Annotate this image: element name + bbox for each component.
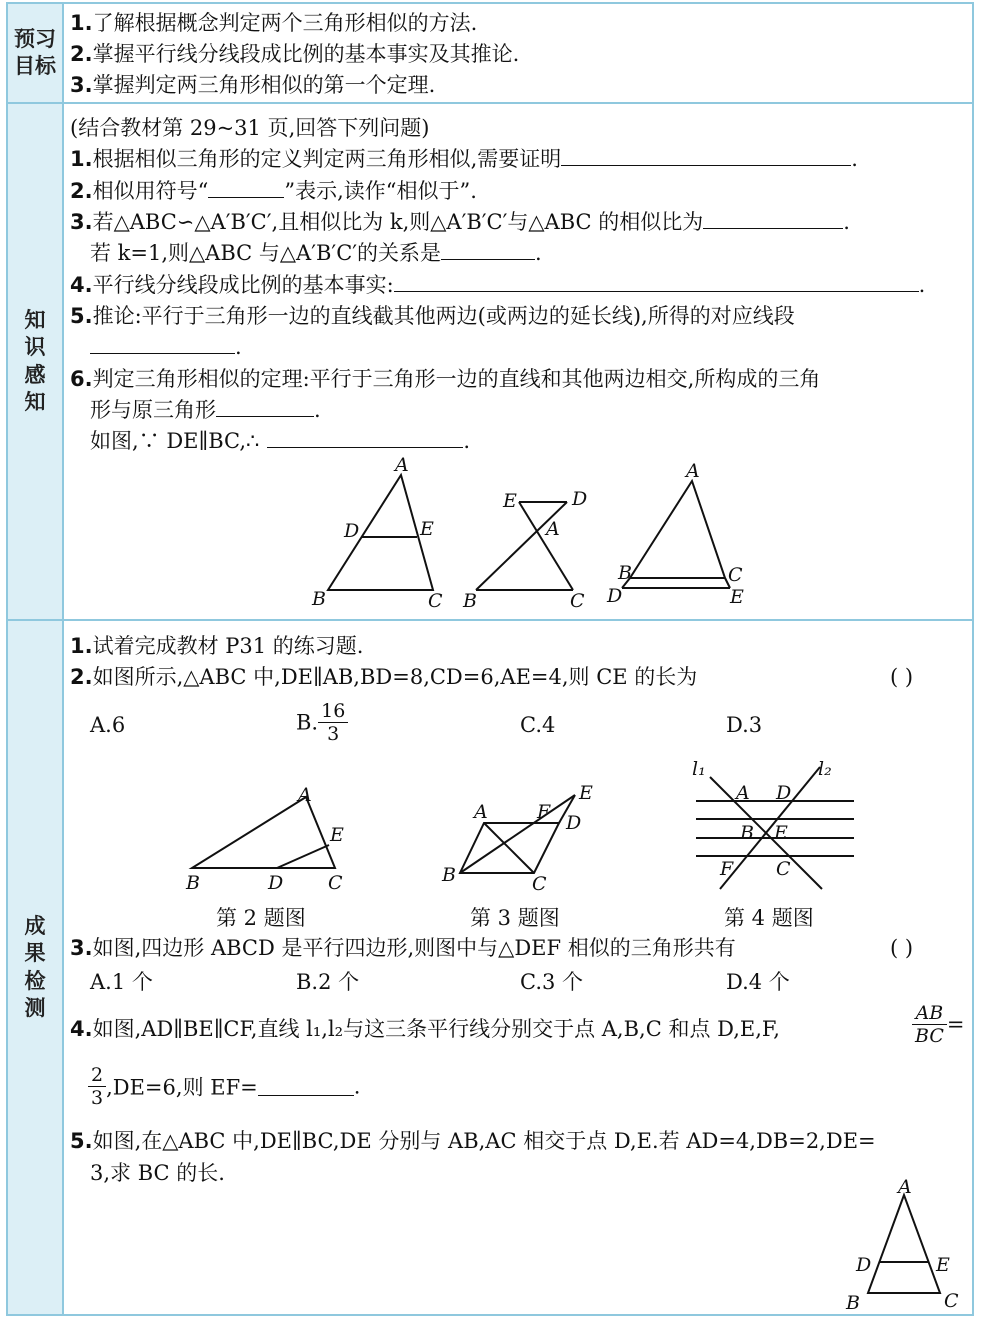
label-f: F	[720, 858, 734, 880]
knowledge-q6-line2: 形与原三角形 .	[90, 398, 321, 422]
label-b: B	[186, 872, 200, 894]
option-c[interactable]: C.3 个	[520, 970, 584, 994]
label-e: E	[503, 490, 517, 512]
goals-header: 预习 目标	[8, 4, 62, 102]
answer-blank[interactable]	[267, 429, 463, 448]
knowledge-intro: (结合教材第 29~31 页,回答下列问题)	[70, 116, 430, 140]
knowledge-q1: 1.根据相似三角形的定义判定两三角形相似,需要证明 .	[70, 147, 858, 171]
triangle-abc	[868, 1195, 940, 1293]
knowledge-header: 知 识 感 知	[8, 104, 62, 619]
label-a: A	[546, 518, 560, 540]
answer-paren[interactable]: ( )	[890, 936, 914, 960]
label-e: E	[330, 824, 344, 846]
label-e: E	[730, 586, 744, 608]
label-c: C	[728, 564, 743, 586]
answer-blank[interactable]	[561, 147, 851, 166]
knowledge-q3: 3.若△ABC∽△A′B′C′,且相似比为 k,则△A′B′C′与△ABC 的相似比为 .	[70, 210, 850, 234]
segment-ec	[519, 502, 573, 590]
answer-blank[interactable]	[394, 273, 919, 292]
check-q5-line2: 3,求 BC 的长.	[90, 1161, 225, 1185]
fraction-ab-bc: $\frac{AB}{BC}$ =	[912, 1002, 964, 1047]
knowledge-q6-line3: 如图,∵ DE∥BC,∴ .	[90, 429, 471, 453]
label-a: A	[736, 782, 750, 804]
triangle-abc	[630, 481, 725, 578]
check-header: 成 果 检 测	[8, 621, 62, 1314]
label-d: D	[344, 520, 360, 542]
check-q4-line2: $\frac{2}{3}$ ,DE=6,则 EF= .	[88, 1064, 360, 1109]
label-d: D	[268, 872, 284, 894]
segment-ac	[484, 823, 534, 873]
check-q1: 1.试着完成教材 P31 的练习题.	[70, 634, 364, 658]
option-b[interactable]: B.2 个	[296, 970, 360, 994]
check-figures	[180, 755, 880, 900]
label-c: C	[776, 858, 791, 880]
answer-blank[interactable]	[216, 398, 314, 417]
label-e: E	[936, 1254, 950, 1276]
label-a: A	[898, 1176, 912, 1198]
triangle-abc	[192, 797, 335, 868]
label-b: B	[442, 864, 456, 886]
segment-db	[476, 502, 567, 590]
knowledge-figures	[300, 455, 780, 615]
option-d[interactable]: D.4 个	[726, 970, 790, 994]
option-a[interactable]: A.1 个	[90, 970, 153, 994]
label-d: D	[856, 1254, 872, 1276]
answer-blank[interactable]	[208, 179, 284, 198]
label-a: A	[474, 801, 488, 823]
knowledge-q2: 2.相似用符号“ ”表示,读作“相似于”.	[70, 179, 477, 203]
column-divider	[62, 2, 64, 1316]
option-a[interactable]: A.6	[90, 713, 126, 737]
knowledge-q4: 4.平行线分线段成比例的基本事实: .	[70, 273, 926, 297]
figure-caption: 第 3 题图	[470, 906, 560, 930]
label-d: D	[572, 488, 588, 510]
row-divider	[6, 102, 974, 104]
goal-item: 2.掌握平行线分线段成比例的基本事实及其推论.	[70, 42, 520, 66]
label-b: B	[846, 1292, 860, 1314]
goal-item: 1.了解根据概念判定两个三角形相似的方法.	[70, 11, 478, 35]
answer-paren[interactable]: ( )	[890, 665, 914, 689]
knowledge-q5: 5.推论:平行于三角形一边的直线截其他两边(或两边的延长线),所得的对应线段	[70, 304, 795, 328]
row-divider	[6, 619, 974, 621]
segment-de	[277, 845, 329, 868]
label-d: D	[776, 782, 792, 804]
label-f: F	[537, 801, 551, 823]
label-l2: l₂	[818, 758, 832, 780]
label-b: B	[618, 562, 632, 584]
label-c: C	[428, 590, 443, 612]
option-b[interactable]: B. $\frac{16}{3}$	[296, 700, 348, 745]
knowledge-q5-line2: .	[90, 334, 242, 360]
label-c: C	[944, 1290, 959, 1312]
label-c: C	[570, 590, 585, 612]
label-l1: l₁	[692, 758, 706, 780]
answer-blank[interactable]	[258, 1077, 354, 1096]
q5-figure	[840, 1175, 970, 1315]
check-q3: 3.如图,四边形 ABCD 是平行四边形,则图中与△DEF 相似的三角形共有	[70, 936, 736, 960]
check-q2: 2.如图所示,△ABC 中,DE∥AB,BD=8,CD=6,AE=4,则 CE 的长为	[70, 665, 698, 689]
option-c[interactable]: C.4	[520, 713, 556, 737]
goal-item: 3.掌握判定两三角形相似的第一个定理.	[70, 73, 436, 97]
label-c: C	[532, 873, 547, 895]
label-b: B	[740, 822, 754, 844]
label-e: E	[420, 518, 434, 540]
knowledge-q6: 6.判定三角形相似的定理:平行于三角形一边的直线和其他两边相交,所构成的三角	[70, 367, 821, 391]
label-e: E	[579, 782, 593, 804]
answer-blank[interactable]	[703, 210, 843, 229]
label-b: B	[463, 590, 477, 612]
label-e: E	[774, 822, 788, 844]
label-a: A	[395, 455, 409, 476]
option-d[interactable]: D.3	[726, 713, 763, 737]
label-a: A	[298, 784, 312, 806]
label-c: C	[328, 872, 343, 894]
check-q5: 5.如图,在△ABC 中,DE∥BC,DE 分别与 AB,AC 相交于点 D,E.若 AD=4,DB=2,DE=	[70, 1129, 876, 1153]
label-b: B	[312, 588, 326, 610]
label-d: D	[607, 585, 623, 607]
label-d: D	[566, 812, 582, 834]
check-q4: 4.如图,AD∥BE∥CF,直线 l₁,l₂与这三条平行线分别交于点 A,B,C 和点 D,E,F,	[70, 1017, 780, 1041]
label-a: A	[686, 460, 700, 482]
figure-caption: 第 2 题图	[216, 906, 306, 930]
answer-blank[interactable]	[90, 335, 235, 354]
answer-blank[interactable]	[441, 241, 535, 260]
figure-caption: 第 4 题图	[724, 906, 814, 930]
knowledge-q3-line2: 若 k=1,则△ABC 与△A′B′C′的关系是 .	[90, 241, 542, 265]
